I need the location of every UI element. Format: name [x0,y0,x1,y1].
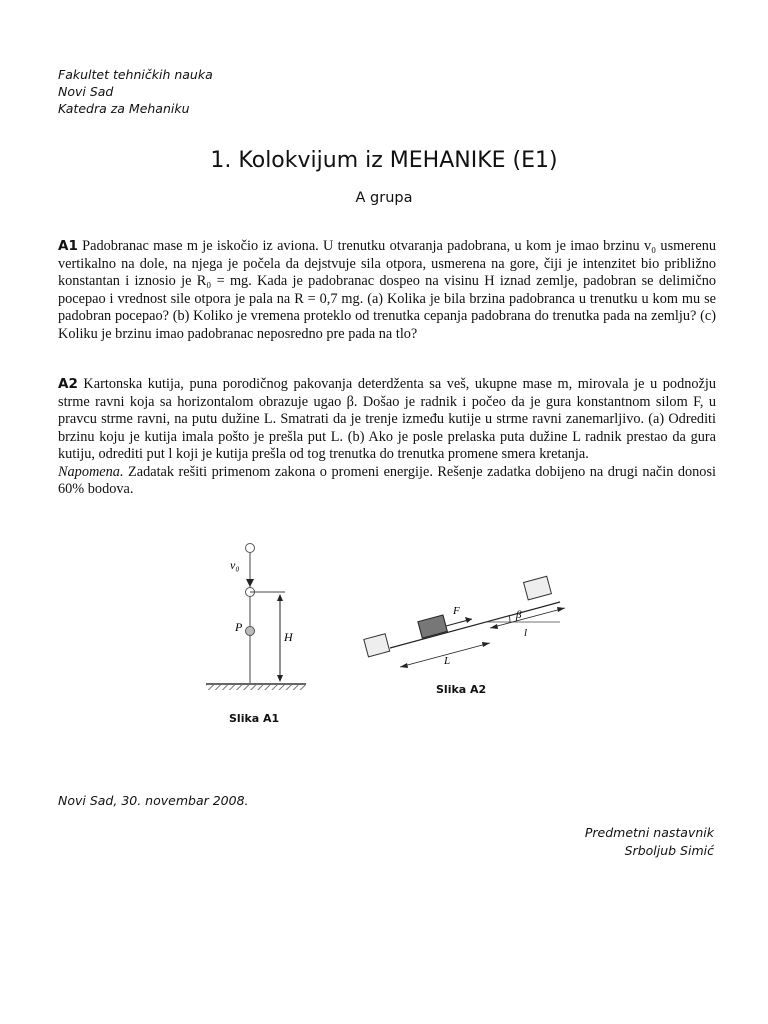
signature-name: Srboljub Simić [624,843,714,858]
right-box [524,576,552,600]
note-text: Zadatak rešiti primenom zakona o promeni energije. Rešenje zadatka dobijeno na drugi način donosi 60% bodova. [58,463,716,497]
point-p [246,627,255,636]
problem-a2-label: A2 [58,376,78,392]
problem-a2 [58,376,716,499]
incline-line [390,602,560,648]
department-name: Katedra za Mehaniku [58,101,190,116]
exam-title: 1. Kolokvijum iz MEHANIKE (E1) [210,148,558,173]
left-box [364,634,390,657]
problem-a1-text: Padobranac mase m je iskočio iz aviona. U trenutku otvaranja padobrana, u kom je imao brzinu v₀ usmerenu vertikalno na dole, na njega je počela da dejstvuje sila otpora, usmerena na gore, čiji je intenzitet bio približno konstantan i iznosio je R₀ = mg. Kada je padobranac dospeo na visinu H iznad zemlje, padobran se delimično pocepao i vrednost sile otpora je pala na R = 0,7 mg. (a) Kolika je bila brzina padobranca u trenutku u kom mu se padobran pocepao? (b) Koliko je vremena proteklo od trenutka cepanja padobrana do trenutka pada na zemlju? (c) Koliku je brzinu imao padobranac neposredno pre pada na tlo? [58,238,717,342]
label-l-big: L [444,655,451,667]
faculty-name: Fakultet tehničkih nauka [58,67,213,82]
signature-role: Predmetni nastavnik [584,825,714,840]
note-label: Napomena. [58,463,124,480]
caption-a1: Slika A1 [229,712,280,725]
label-v0: v₀ [230,558,240,572]
exam-group: A grupa [355,190,413,206]
velocity-arrowhead [246,579,254,587]
label-l-small: l [524,627,528,639]
city-name: Novi Sad [58,84,114,99]
faculty-header [58,66,213,117]
pushed-box [418,615,448,638]
start-point [246,544,255,553]
figure-a2 [360,570,580,675]
figure-a1 [200,535,320,705]
exam-date: Novi Sad, 30. novembar 2008. [58,793,249,808]
caption-a2: Slika A2 [436,683,487,696]
signature-block [585,824,714,860]
problem-a1-label: A1 [58,238,78,254]
label-beta: β [516,609,522,621]
force-arrowhead [465,617,472,623]
label-h: H [284,630,293,644]
label-p: P [235,620,243,634]
problem-a2-text: Kartonska kutija, puna porodičnog pakovanja deterdženta sa veš, ukupne mase m, mirovala je u podnožju strme ravni koja sa horizontalom obrazuje ugao β. Došao je radnik i počeo da je gura konstantnom silom F, u pravcu strme ravni, na putu dužine L. Smatrati da je trenje između kutije u strme ravni zanemarljivo. (a) Odrediti brzinu koju je kutija imala pošto je prešla put L. (b) Ako je posle prelaska puta dužine L radnik prestao da gura kutiju, odrediti put l koji je kutija prešla od tog trenutka do trenutka promene smera kretanja. [58,376,716,462]
ground-hatch [206,685,306,690]
problem-a1 [58,238,716,343]
label-f: F [453,605,460,617]
